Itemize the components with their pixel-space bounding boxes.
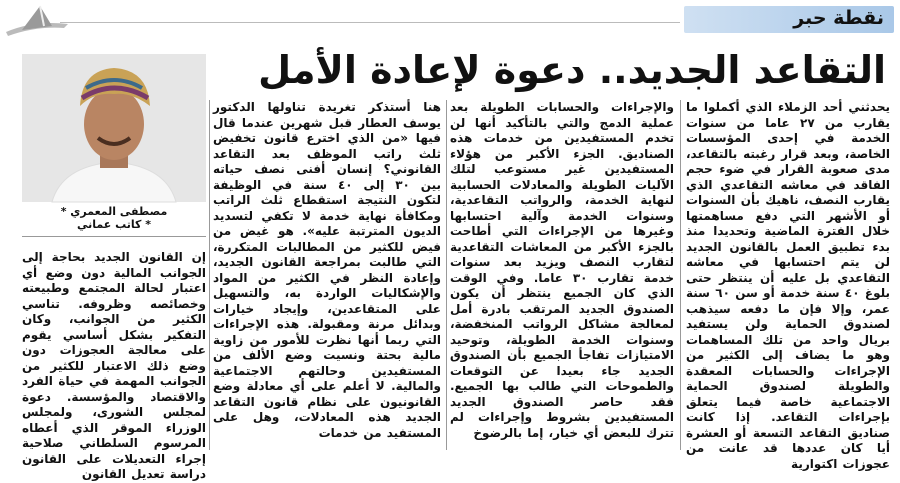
- author-byline: [22, 205, 206, 231]
- article-headline: التقاعد الجديد.. دعوة لإعادة الأمل: [258, 48, 886, 92]
- author-photo: [22, 54, 206, 202]
- article-column-3: هنا أستذكر تغريدة تناولها الدكتور يوسف العطار قبل شهرين عندما قال فيها «من الذي اخترع قانون تخفيض ثلث راتب الموظف بعد التقاعد القانوني؟ إنسان أفنى نصف حياته بين ٣٠ إلى ٤٠ سنة في الوظيفة لتكون النتيجة استقطاع ثلث الراتب ومكافأة نهاية خدمة لا تكفي لتسديد الديون المترتبة عليه». هو غيض من فيض للكثير من المطالبات المتكررة، التي طالبت بمراجعة القانون الجديد، وإعادة النظر في الكثير من المواد والإشكاليات الواردة به، والتسهيل على المتقاعدين، وإيجاد خيارات وبدائل مرنة ومقبولة. هذه الإجراءات التي ربما أنها نظرت للأمور من زاوية مالية بحتة ونسيت وضع الألف من المستفيدين وحالتهم الاجتماعية والمالية. لا أعلم على أي معادلة وضع القانونيون على نظام قانون التقاعد الجديد هذه المعادلات، وهل على المستفيد من خدمات: [213, 100, 441, 440]
- author-name: مصطفى المعمري *: [60, 205, 168, 218]
- article-column-4: إن القانون الجديد بحاجة إلى الجوانب المالية دون وضع أي اعتبار لحالة المجتمع وطبيعته وخصائصه وظروفه. تناسي الكثير من الجوانب، وكان التفكير بشكل أساسي يقوم على معالجة العجوزات دون وضع ذلك الاعتبار للكثير من الجوانب المهمة في حياة الفرد والاقتصاد والمؤسسة. دعوة لمجلس الشورى، ولمجلس الوزراء الموقر الذي أعطاه المرسوم السلطاني صلاحية إجراء التعديلات على القانون دراسة تعديل القانون: [22, 250, 206, 481]
- header-rule: [60, 22, 680, 23]
- column-label-bar: [684, 6, 894, 33]
- author-role: * كاتب عماني: [77, 218, 151, 231]
- column-divider: [209, 100, 210, 450]
- article-column-1: يحدثني أحد الزملاء الذي أكملوا ما يقارب من ٢٧ عاما من سنوات الخدمة في إحدى المؤسسات الخاصة، وبعد قرار رغبته بالتقاعد، مدى صعوبة القرار في ضوء حجم الفاقد في معاشه التقاعدي الذي يقارب النصف، ناهيك بأن السنوات أو الأشهر التي دفع مساهمتها خلال الفترة الماضية وتحديدا منذ بدء تطبيق العمل بالقانون الجديد لن يتم احتسابها في معاشه التقاعدي بل عليه أن ينتظر حتى بلوغ ٤٠ سنة خدمة أو سن ٦٠ سنة عمر، وإلا فإن ما دفعه سيذهب لصندوق الحماية ولن يستفيد بريال واحد من تلك المساهمات وهو ما يضاف إلى الكثير من الإجراءات والحسابات المعقدة والطويلة لصندوق الحماية الاجتماعية خاصة فيما يتعلق بإجراءات التقاعد. إذا كانت صناديق التقاعد التسعة أو العشرة أيا كان عددها قد عانت من عجوزات اكتوارية: [686, 100, 891, 471]
- article-column-2: والإجراءات والحسابات الطويلة بعد عملية الدمج والتي بالتأكيد أنها لن تخدم المستفيدين من خدمات هذه الصناديق. الجزء الأكبر من هؤلاء المستفيدين غير مستوعب لتلك الآليات الطويلة والمعادلات الحسابية لنهاية الخدمة، والرواتب التقاعدية، وسنوات الخدمة وآلية احتسابها وغيرها من الإجراءات التي أطاحت بالجزء الأكبر من المعاشات التقاعدية لتقارب النصف ويزيد بعد سنوات خدمة تقارب ٣٠ عاما. وفي الوقت الذي كان الجميع ينتظر أن يكون الصندوق الجديد المرتقب بادرة أمل لمعالجة مشاكل الرواتب المنخفضة، وسنوات الخدمة الطويلة، وتوحيد الامتيازات تفاجأ الجميع بأن الصندوق الجديد جاء بعيدا عن التوقعات والطموحات التي طالب بها الجميع. فقد حاصر الصندوق الجديد المستفيدين بشروط وإجراءات لم تترك للبعض أي خيار، إما بالرضوخ: [450, 100, 675, 440]
- byline-rule: [22, 236, 206, 237]
- column-label: نقطة حبر: [793, 7, 884, 29]
- column-divider: [680, 100, 681, 450]
- column-divider: [446, 100, 447, 450]
